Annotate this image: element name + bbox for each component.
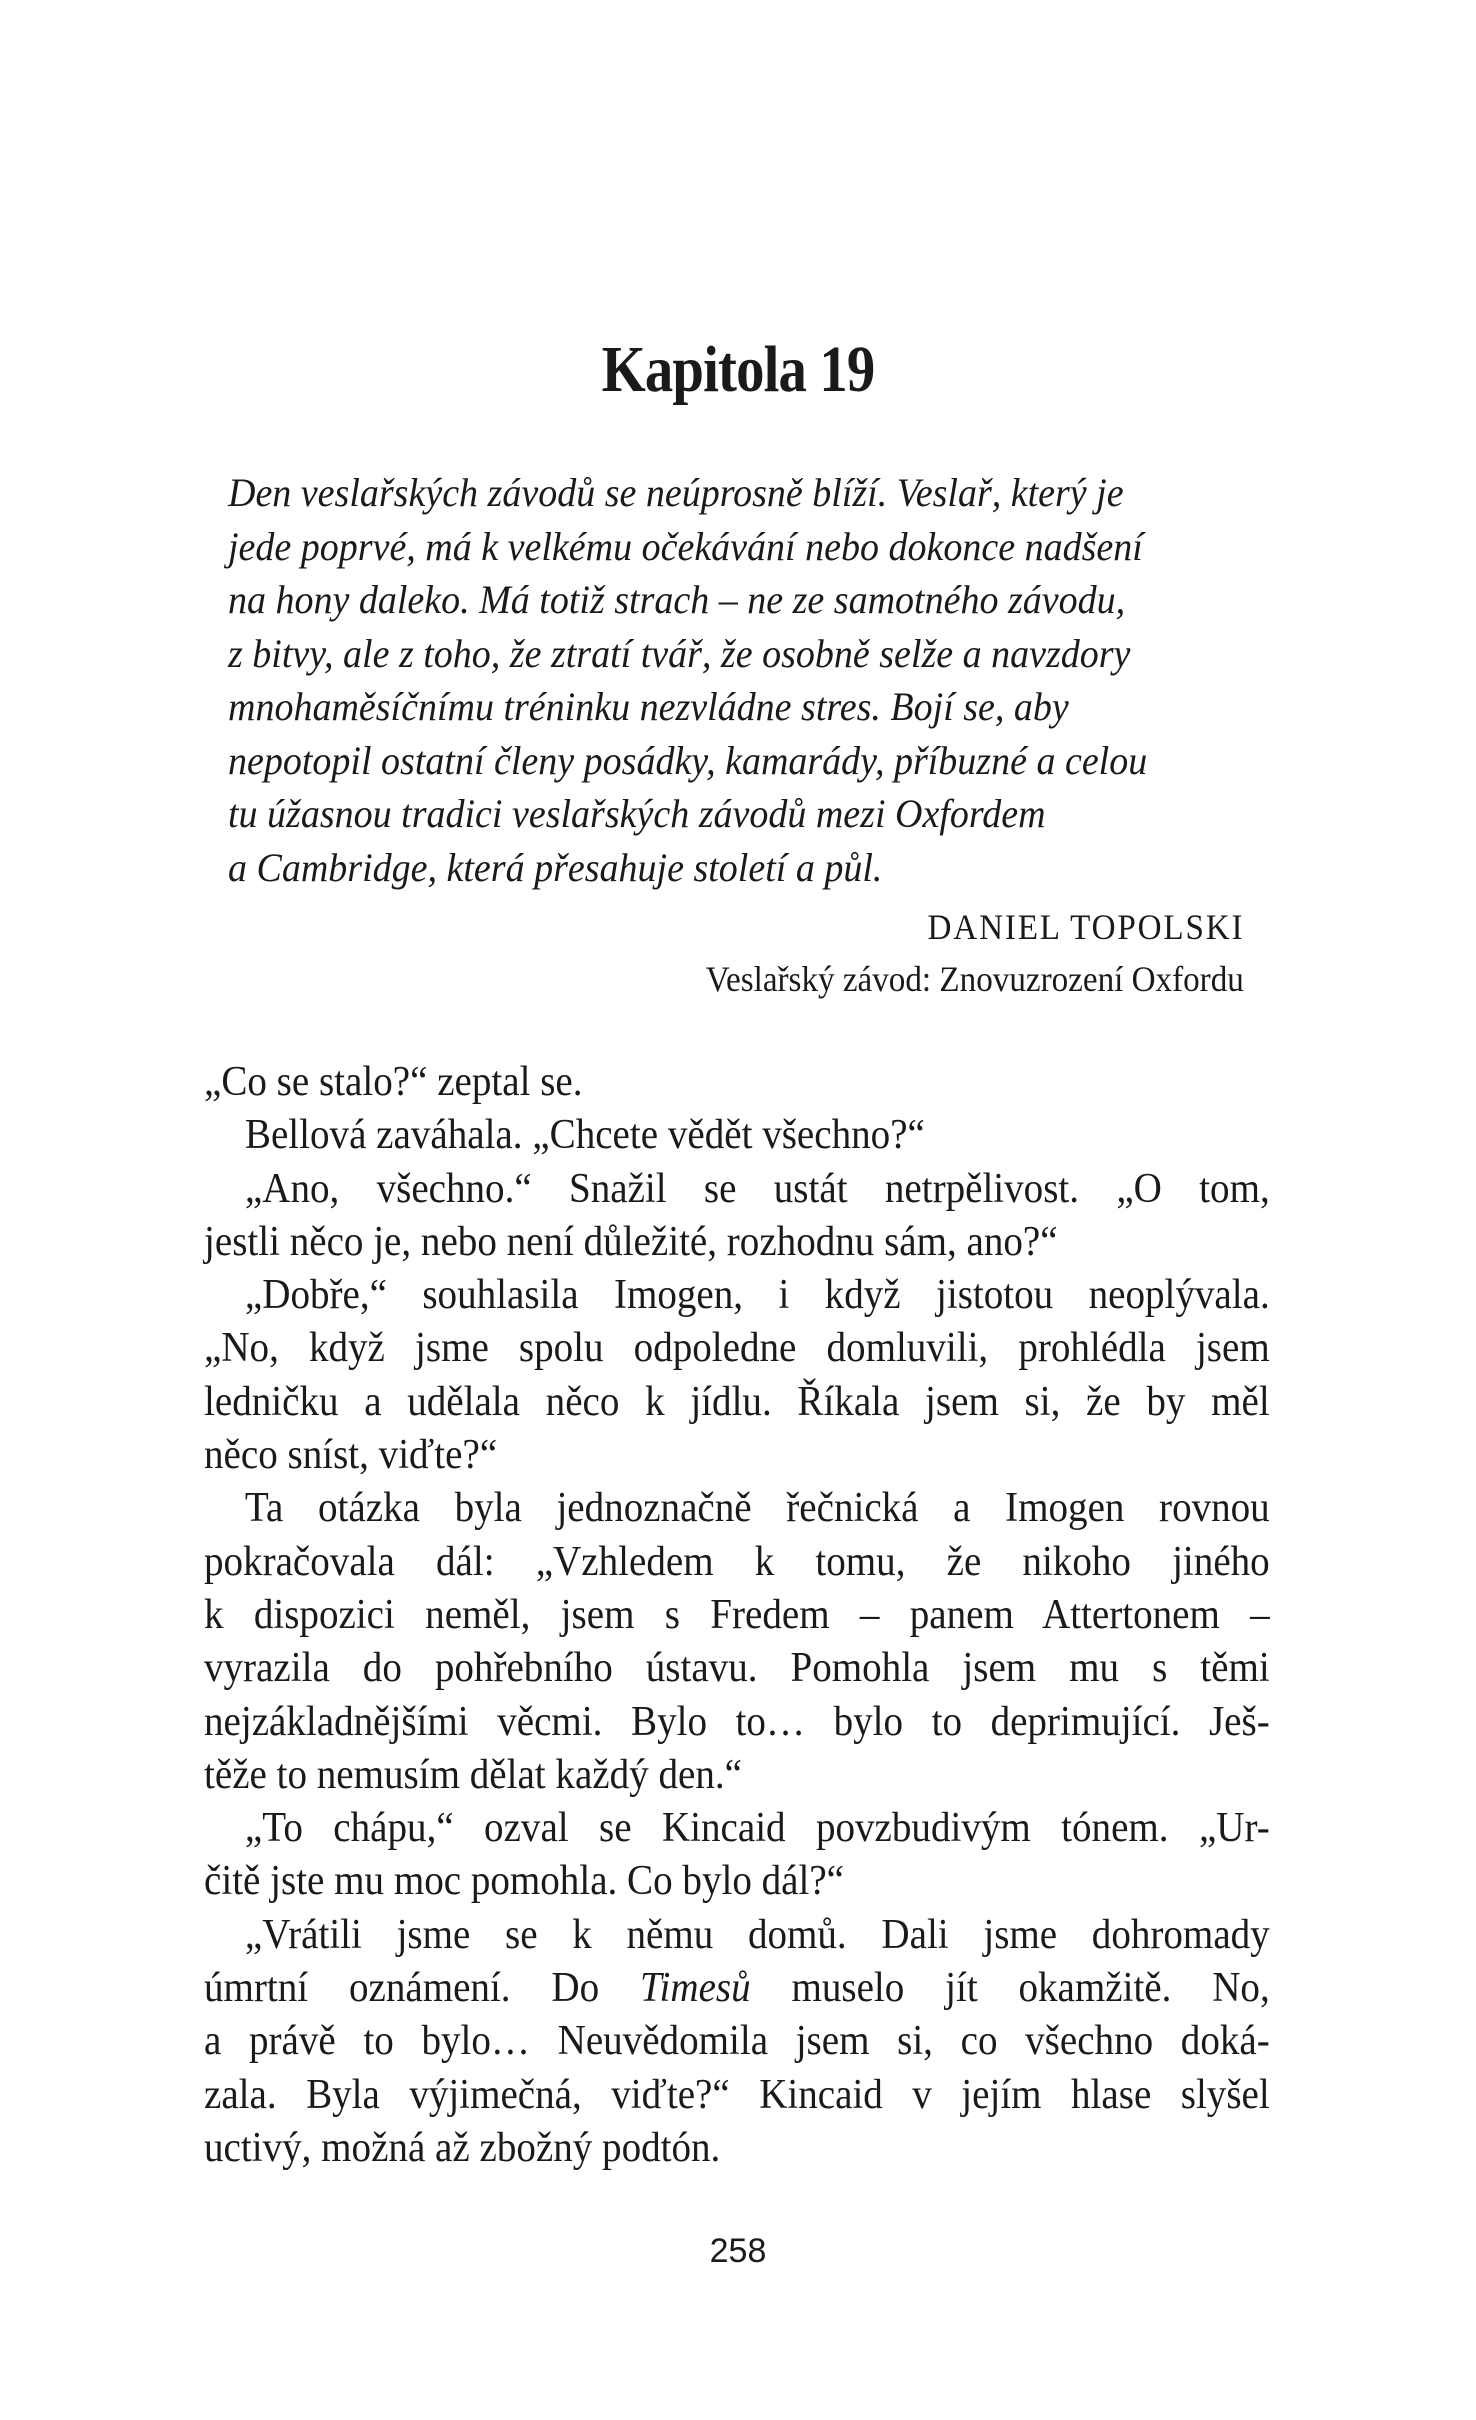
epigraph-line: na hony daleko. Má totiž strach – ne ze samotného závodu,: [228, 577, 1126, 622]
epigraph-line: jede poprvé, má k velkému očekávání nebo dokonce nadšení: [228, 523, 1143, 569]
body-line: pokračovala dál: „Vzhledem k tomu, že nikoho jiného: [204, 1538, 1270, 1585]
body-text: [204, 1056, 1270, 2175]
italic-title: Timesů: [639, 1965, 751, 2012]
body-line: něco sníst, viďte?“: [204, 1432, 498, 1479]
epigraph-line: mnohaměsíčnímu tréninku nezvládne stres. Bojí se, aby: [228, 684, 1069, 729]
body-line: zala. Byla výjimečná, viďte?“ Kincaid v jejím hlase slyšel: [204, 2071, 1270, 2118]
body-line: Bellová zaváhala. „Chcete vědět všechno?“: [244, 1112, 925, 1159]
body-line: „Dobře,“ souhlasila Imogen, i když jistotou neoplývala.: [244, 1272, 1270, 1319]
body-line: čitě jste mu moc pomohla. Co bylo dál?“: [204, 1858, 845, 1905]
body-line: Ta otázka byla jednoznačně řečnická a Imogen rovnou: [244, 1485, 1270, 1532]
body-line-text: muselo jít okamžitě. No,: [750, 1965, 1270, 2012]
body-line-text: úmrtní oznámení. Do: [204, 1965, 640, 2012]
body-line: „Vrátili jsme se k němu domů. Dali jsme dohromady: [244, 1911, 1270, 1958]
body-line: nejzákladnějšími věcmi. Bylo to… bylo to deprimující. Ješ-: [204, 1698, 1270, 1745]
epigraph-line: z bitvy, ale z toho, že ztratí tvář, že osobně selže a navzdory: [228, 630, 1131, 676]
epigraph-author: DANIEL TOPOLSKI: [927, 907, 1244, 947]
body-line: jestli něco je, nebo není důležité, rozhodnu sám, ano?“: [204, 1218, 1058, 1265]
body-line: těže to nemusím dělat každý den.“: [204, 1751, 742, 1798]
page-number: 258: [709, 2232, 767, 2270]
body-line: [204, 1962, 1270, 2015]
epigraph: [228, 466, 1197, 894]
body-line: „No, když jsme spolu odpoledne domluvili, prohlédla jsem: [204, 1325, 1270, 1372]
body-line: „To chápu,“ ozval se Kincaid povzbudivým tónem. „Ur-: [244, 1805, 1270, 1852]
epigraph-line: tu úžasnou tradici veslařských závodů mezi Oxfordem: [228, 791, 1046, 836]
chapter-title: Kapitola 19: [601, 333, 875, 406]
body-line: a právě to bylo… Neuvědomila jsem si, co všechno doká-: [204, 2018, 1270, 2065]
body-line: vyrazila do pohřebního ústavu. Pomohla jsem mu s těmi: [204, 1645, 1270, 1692]
body-line: k dispozici neměl, jsem s Fredem – panem Attertonem –: [204, 1591, 1270, 1638]
epigraph-line: nepotopil ostatní členy posádky, kamarády, příbuzné a celou: [228, 737, 1148, 783]
body-line: „Ano, všechno.“ Snažil se ustát netrpělivost. „O tom,: [244, 1165, 1270, 1212]
epigraph-line: a Cambridge, která přesahuje století a půl.: [228, 844, 883, 890]
epigraph-source: Veslařský závod: Znovuzrození Oxfordu: [705, 959, 1244, 999]
body-line: uctivý, možná až zbožný podtón.: [204, 2124, 721, 2171]
epigraph-line: Den veslařských závodů se neúprosně blíží. Veslař, který je: [228, 470, 1124, 515]
body-line: ledničku a udělala něco k jídlu. Říkala jsem si, že by měl: [204, 1378, 1270, 1425]
body-line: „Co se stalo?“ zeptal se.: [204, 1059, 583, 1105]
